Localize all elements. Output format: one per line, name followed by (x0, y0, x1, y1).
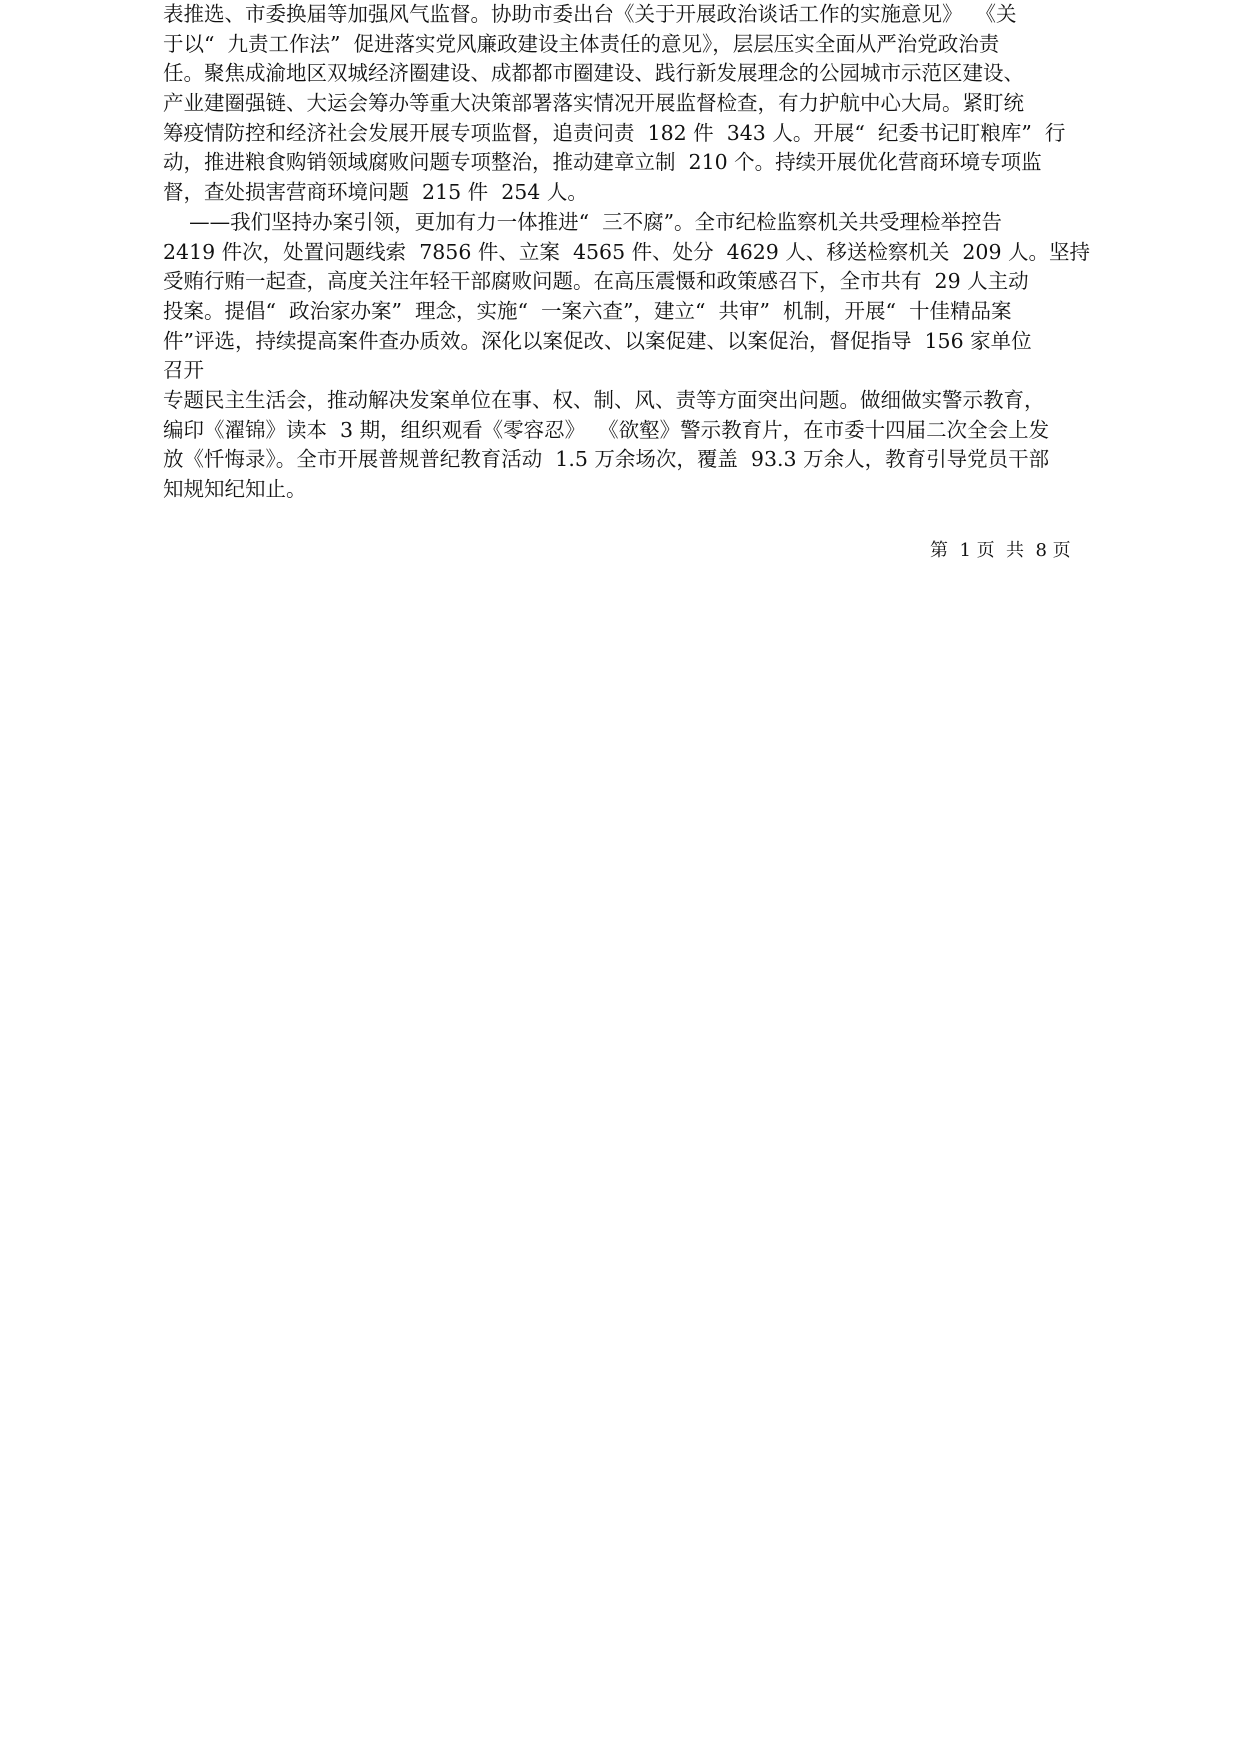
text-line: 2419 件次，处置问题线索 7856 件、立案 4565 件、处分 4629 人、移送检察机关 209 人。坚持 (163, 239, 1091, 264)
text-line: 召开 (163, 358, 204, 383)
text-line: 产业建圈强链、大运会筹办等重大决策部署落实情况开展监督检查，有力护航中心大局。紧盯统 (163, 91, 1024, 116)
page-number-footer: 第 1 页 共 8 页 (930, 540, 1071, 561)
text-line: 任。聚焦成渝地区双城经济圈建设、成都都市圈建设、践行新发展理念的公园城市示范区建设、 (163, 61, 1024, 86)
text-line: 动，推进粮食购销领域腐败问题专项整治，推动建章立制 210 个。持续开展优化营商环境专项监 (163, 150, 1042, 175)
text-line: 受贿行贿一起查，高度关注年轻干部腐败问题。在高压震慑和政策感召下，全市共有 29 人主动 (163, 269, 1029, 294)
text-line: 表推选、市委换届等加强风气监督。协助市委出台《关于开展政治谈话工作的实施意见》 《关 (163, 2, 1017, 26)
text-line: 督，查处损害营商环境问题 215 件 254 人。 (163, 180, 588, 205)
text-line: 筹疫情防控和经济社会发展开展专项监督，追责问责 182 件 343 人。开展“ 纪委书记盯粮库” 行 (163, 120, 1066, 145)
body-text (163, 0, 1093, 505)
text-line: 编印《濯锦》读本 3 期，组织观看《零容忍》 《欲壑》警示教育片，在市委十四届二次全会上发 (163, 417, 1050, 442)
text-line: ——我们坚持办案引领，更加有力一体推进“ 三不腐”。全市纪检监察机关共受理检举控告 (163, 209, 1003, 234)
text-line: 专题民主生活会，推动解决发案单位在事、权、制、风、责等方面突出问题。做细做实警示教育， (163, 387, 1045, 412)
text-line: 放《忏悔录》。全市开展普规普纪教育活动 1.5 万余场次，覆盖 93.3 万余人，教育引导党员干部 (163, 447, 1050, 472)
text-line: 知规知纪知止。 (163, 477, 307, 501)
text-line: 件”评选，持续提高案件查办质效。深化以案促改、以案促建、以案促治，督促指导 156 家单位 (163, 328, 1032, 353)
text-line: 于以“ 九责工作法” 促进落实党风廉政建设主体责任的意见》，层层压实全面从严治党政治责 (163, 31, 1000, 56)
text-line: 投案。提倡“ 政治家办案” 理念，实施“ 一案六查”，建立“ 共审” 机制，开展“ 十佳精品案 (163, 298, 1012, 323)
